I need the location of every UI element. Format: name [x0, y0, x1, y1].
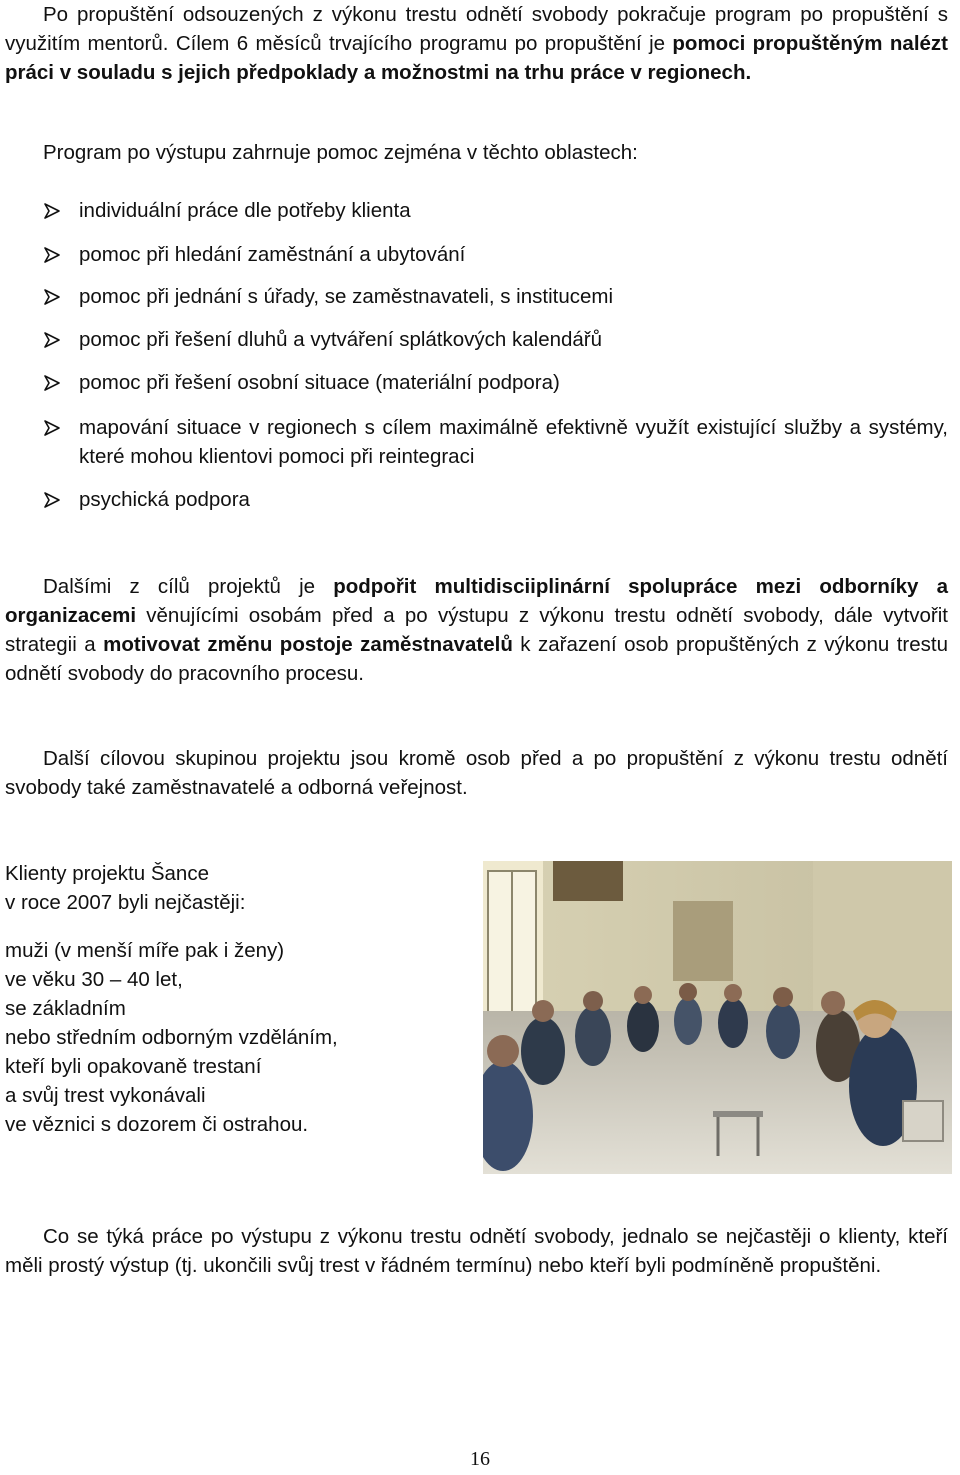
- clients-heading: Klienty projektu Šance v roce 2007 byli nejčastěji:: [5, 862, 246, 914]
- clients-description: muži (v menší míře pak i ženy) ve věku 30 – 40 let, se základním nebo středním odborným vzděláním, kteří byli opakovaně trestaní a svůj trest vykonávali ve věznici s dozorem či ostrahou.: [5, 939, 338, 1136]
- arrow-bullet-icon: [43, 246, 61, 264]
- paragraph-release-type: Co se týká práce po výstupu z výkonu trestu odnětí svobody, jednalo se nejčastěji o klienty, kteří měli prostý výstup (tj. ukončili svůj trest v řádném termínu) nebo kteří byli podmíněně propuštěni.: [5, 1225, 948, 1277]
- list-item: pomoc při hledání zaměstnání a ubytování: [43, 240, 948, 269]
- paragraph-program-after-release: [5, 0, 948, 87]
- paragraph-target-group: Další cílovou skupinou projektu jsou kromě osob před a po propuštění z výkonu trestu odnětí svobody také zaměstnavatelé a odborná veřejnost.: [5, 747, 948, 799]
- arrow-bullet-icon: [43, 419, 61, 437]
- arrow-bullet-icon: [43, 288, 61, 306]
- list-item: mapování situace v regionech s cílem maximálně efektivně využít existující služby a systémy, které mohou klientovi pomoci při reintegraci: [43, 413, 948, 471]
- list-item: psychická podpora: [43, 485, 948, 514]
- list-item: pomoc při řešení dluhů a vytváření splátkových kalendářů: [43, 325, 948, 354]
- para1-bold: pomoci propuštěným nalézt práci v souladu s jejich předpoklady a možnostmi na trhu práce v regionech.: [5, 32, 948, 84]
- page-number: 16: [470, 1448, 490, 1470]
- arrow-bullet-icon: [43, 202, 61, 220]
- program-areas-list: [43, 196, 948, 514]
- arrow-bullet-icon: [43, 374, 61, 392]
- program-intro: Program po výstupu zahrnuje pomoc zejména v těchto oblastech:: [43, 141, 638, 164]
- list-item: pomoc při řešení osobní situace (materiální podpora): [43, 368, 948, 397]
- paragraph-project-goals: Dalšími z cílů projektů je podpořit multidisciiplinární spolupráce mezi odborníky a organizacemi věnujícími osobám před a po výstupu z výkonu trestu odnětí svobody, dále vytvořit strategii a motivovat změnu postoje zaměstnavatelů k zařazení osob propuštěných z výkonu trestu odnětí svobody do pracovního procesu.: [5, 575, 948, 685]
- list-item: pomoc při jednání s úřady, se zaměstnavateli, s institucemi: [43, 282, 948, 311]
- arrow-bullet-icon: [43, 331, 61, 349]
- list-item: individuální práce dle potřeby klienta: [43, 196, 948, 225]
- photo-illustration: [483, 861, 952, 1174]
- para1-text: Po propuštění odsouzených z výkonu trestu odnětí svobody pokračuje program po propuštění s využitím mentorů. Cílem 6 měsíců trvajícího programu po propuštění je: [5, 3, 948, 55]
- arrow-bullet-icon: [43, 491, 61, 509]
- group-meeting-photo: [483, 861, 952, 1174]
